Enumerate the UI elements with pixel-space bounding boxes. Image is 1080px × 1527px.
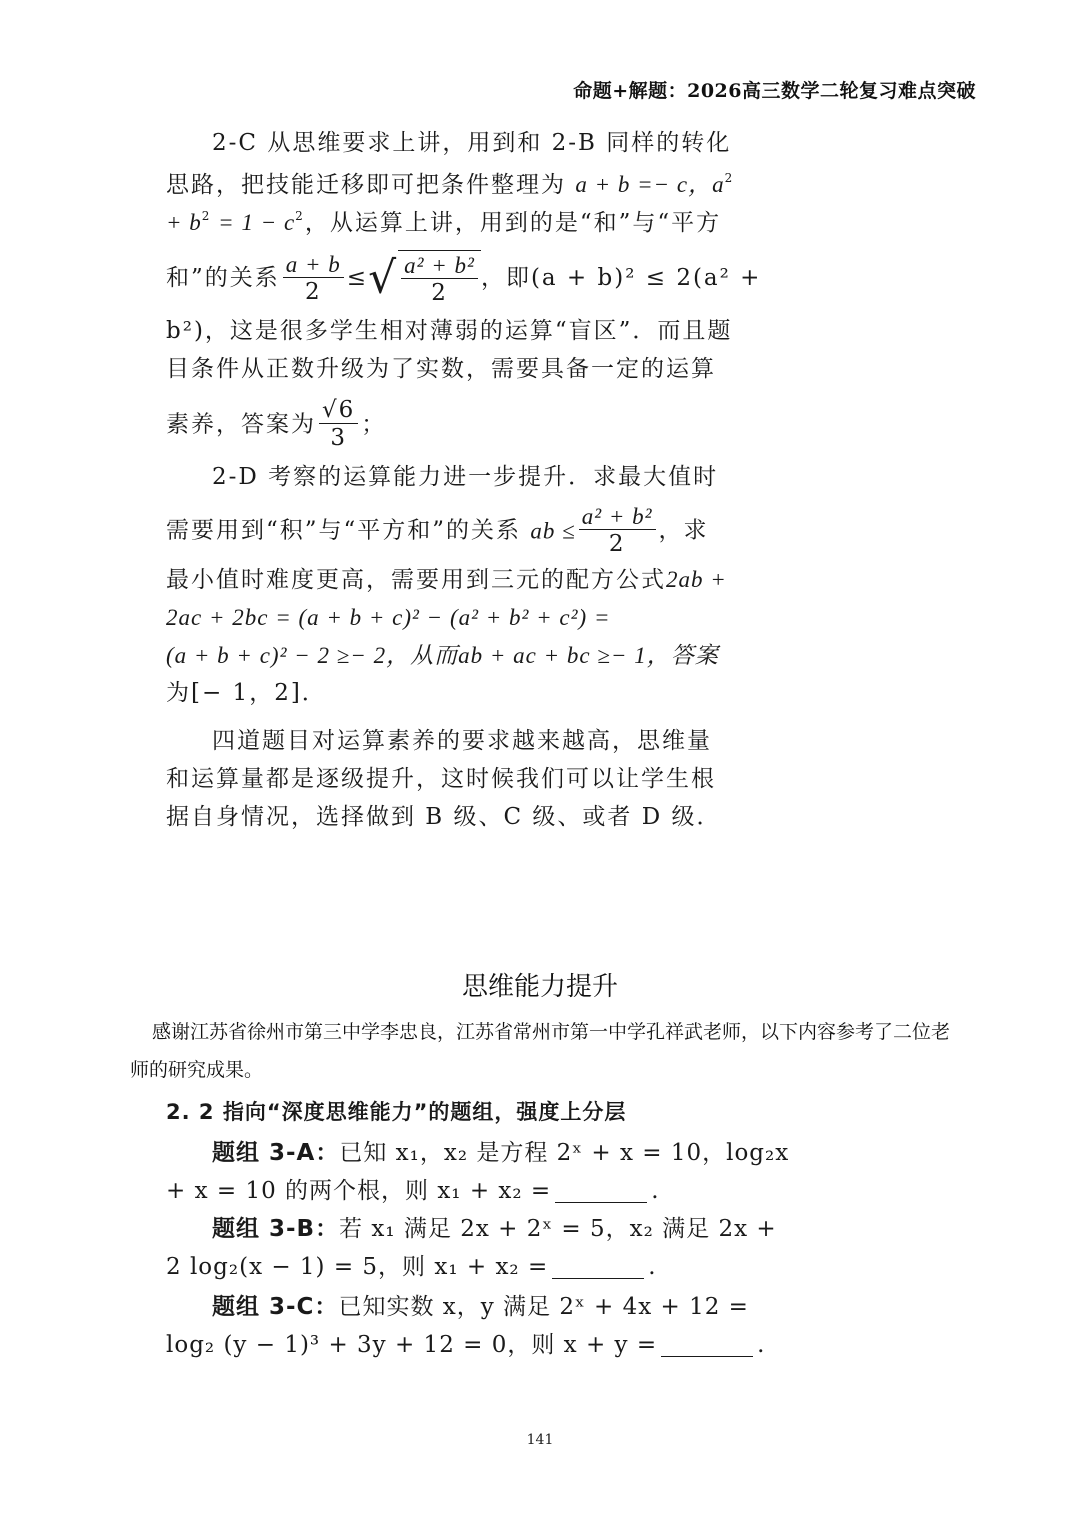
problem-3a-line-1 — [212, 1142, 789, 1165]
fraction-denominator: 2 — [304, 278, 322, 305]
problem-label: 题组 3-B： — [212, 1216, 340, 1242]
problem-3b-line-1 — [212, 1218, 777, 1241]
para-2c-line-5: b²)，这是很多学生相对薄弱的运算“盲区”．而且题 — [166, 318, 733, 344]
leq-sign: ≤ — [346, 264, 369, 291]
fraction-numerator: √6 — [319, 398, 358, 424]
para-2d-line-6: 为[− 1，2]． — [166, 680, 327, 706]
exponent: 2 — [295, 209, 305, 223]
text-span: ，即(a + b)² ≤ 2(a² + — [480, 264, 762, 291]
problem-label: 题组 3-A： — [212, 1140, 340, 1166]
para-2d-line-5 — [166, 644, 719, 668]
exponent: 2 — [201, 209, 212, 223]
para-2c-line-6: 目条件从正数升级为了实数，需要具备一定的运算 — [166, 356, 716, 382]
problem-text: + x = 10 的两个根，则 x₁ + x₂ = — [166, 1178, 552, 1204]
math-span: 2ac + 2bc = (a + b + c)² − (a² + b² + c²) = — [166, 605, 611, 630]
problems-heading: 2. 2 指向“深度思维能力”的题组，强度上分层 — [166, 1100, 627, 1124]
page-number: 141 — [526, 1432, 554, 1448]
page-header: 命题+解题：2026高三数学二轮复习难点突破 — [573, 80, 976, 102]
fraction-numerator: a² + b² — [579, 504, 656, 530]
fraction-numerator: a² + b² — [401, 253, 478, 279]
summary-line-1: 四道题目对运算素养的要求越来越高，思维量 — [212, 728, 712, 754]
para-2d-line-1: 2-D 考察的运算能力进一步提升．求最大值时 — [212, 464, 719, 490]
math-span: a + b =− c，a — [575, 172, 725, 197]
acknowledgement: 感谢江苏省徐州市第三中学李忠良，江苏省常州市第一中学孔祥武老师，以下内容参考了二位老师的研究成果。 — [130, 1021, 951, 1081]
answer-blank[interactable] — [555, 1184, 647, 1203]
fraction — [579, 504, 656, 558]
fraction — [401, 253, 478, 307]
para-2c-line-7 — [166, 398, 386, 452]
math-span: ab ≤ — [530, 518, 576, 544]
fraction-denominator: 3 — [330, 425, 347, 452]
square-root — [368, 250, 481, 307]
math-span: ab + ac + bc ≥− 1，答案 — [458, 643, 719, 668]
text-span: 思路，把技能迁移即可把条件整理为 — [166, 172, 566, 198]
radicand — [398, 250, 481, 307]
math-span: 2ab + — [666, 567, 727, 592]
section-title: 思维能力提升 — [461, 972, 618, 1002]
end-mark: . — [757, 1332, 766, 1358]
text-span: ； — [361, 411, 387, 438]
problem-3c-line-2 — [166, 1334, 765, 1357]
fraction — [283, 252, 344, 306]
text-span: ，求 — [658, 517, 709, 544]
para-2d-line-2 — [166, 504, 709, 558]
para-2c-line-1: 2-C 从思维要求上讲，用到和 2-B 同样的转化 — [212, 130, 732, 156]
para-2c-line-4 — [166, 250, 761, 307]
text-span: 和”的关系 — [166, 264, 280, 291]
problem-3a-line-2 — [166, 1180, 660, 1203]
math-span: + b — [166, 210, 202, 235]
para-2c-line-2 — [166, 172, 734, 197]
end-mark: . — [648, 1254, 657, 1280]
answer-blank[interactable] — [661, 1338, 753, 1357]
problem-label: 题组 3-C： — [212, 1294, 339, 1320]
answer-blank[interactable] — [552, 1260, 644, 1279]
problem-3c-line-1 — [212, 1296, 749, 1319]
text-span: 素养，答案为 — [166, 411, 316, 438]
math-span: (a + b + c)² − 2 ≥− 2，从而 — [166, 643, 459, 668]
problem-text: 2 log₂(x − 1) = 5，则 x₁ + x₂ = — [166, 1254, 549, 1280]
problem-3b-line-2 — [166, 1256, 657, 1279]
text-span: 需要用到“积”与“平方和”的关系 — [166, 517, 522, 544]
end-mark: . — [651, 1178, 660, 1204]
answer-fraction — [319, 398, 358, 452]
radical-icon: √ — [368, 252, 399, 304]
problem-text: 若 x₁ 满足 2x + 2ˣ = 5，x₂ 满足 2x + — [339, 1216, 777, 1242]
fraction-numerator: a + b — [283, 252, 344, 278]
problem-text: log₂ (y − 1)³ + 3y + 12 = 0，则 x + y = — [166, 1332, 658, 1358]
summary-line-3: 据自身情况，选择做到 B 级、C 级、或者 D 级． — [166, 804, 722, 830]
text-span: 最小值时难度更高，需要用到三元的配方公式 — [166, 567, 666, 593]
fraction-denominator: 2 — [431, 280, 448, 307]
text-span: ，从运算上讲，用到的是“和”与“平方 — [304, 210, 722, 236]
math-span: = 1 − c — [211, 210, 296, 235]
para-2d-line-4 — [166, 606, 610, 630]
exponent: 2 — [724, 171, 735, 185]
summary-line-2: 和运算量都是逐级提升，这时候我们可以让学生根 — [166, 766, 716, 792]
fraction-denominator: 2 — [608, 531, 626, 558]
problem-text: 已知实数 x，y 满足 2ˣ + 4x + 12 = — [338, 1294, 749, 1320]
para-2c-line-3 — [166, 210, 721, 235]
para-2d-line-3 — [166, 568, 727, 592]
problem-text: 已知 x₁，x₂ 是方程 2ˣ + x = 10，log₂x — [339, 1140, 790, 1166]
